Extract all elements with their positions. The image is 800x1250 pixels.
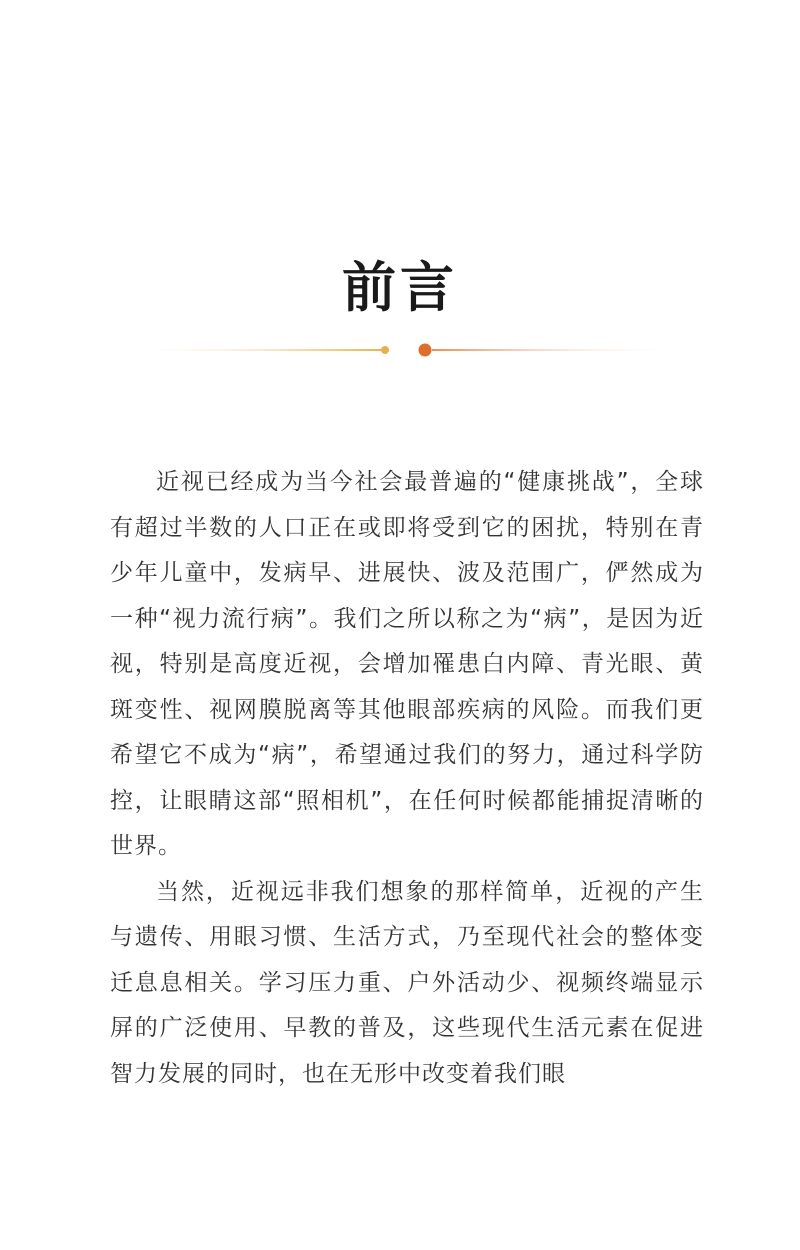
- paragraph-1: 近视已经成为当今社会最普遍的“健康挑战”，全球有超过半数的人口正在或即将受到它的困扰，特别在青少年儿童中，发病早、进展快、波及范围广，俨然成为一种“视力流行病”。我们之所以称之为“病”，是因为近视，特别是高度近视，会增加罹患白内障、青光眼、黄斑变性、视网膜脱离等其他眼部疾病的风险。而我们更希望它不成为“病”，希望通过我们的努力，通过科学防控，让眼睛这部“照相机”，在任何时候都能捕捉清晰的世界。: [110, 469, 704, 859]
- paragraph-2: 当然，近视远非我们想象的那样简单，近视的产生与遗传、用眼习惯、生活方式，乃至现代社会的整体变迁息息相关。学习压力重、户外活动少、视频终端显示屏的广泛使用、早教的普及，这些现代生活元素在促进智力发展的同时，也在无形中改变着我们眼: [110, 878, 704, 1087]
- divider-graphic: [0, 340, 800, 360]
- divider-line-left: [120, 349, 382, 351]
- page-title: 前言: [342, 256, 458, 319]
- title-divider: [0, 340, 800, 360]
- preface-body: [110, 460, 704, 1097]
- divider-dot-right: [419, 344, 432, 357]
- divider-line-right: [432, 349, 682, 351]
- divider-dot-left: [381, 346, 389, 354]
